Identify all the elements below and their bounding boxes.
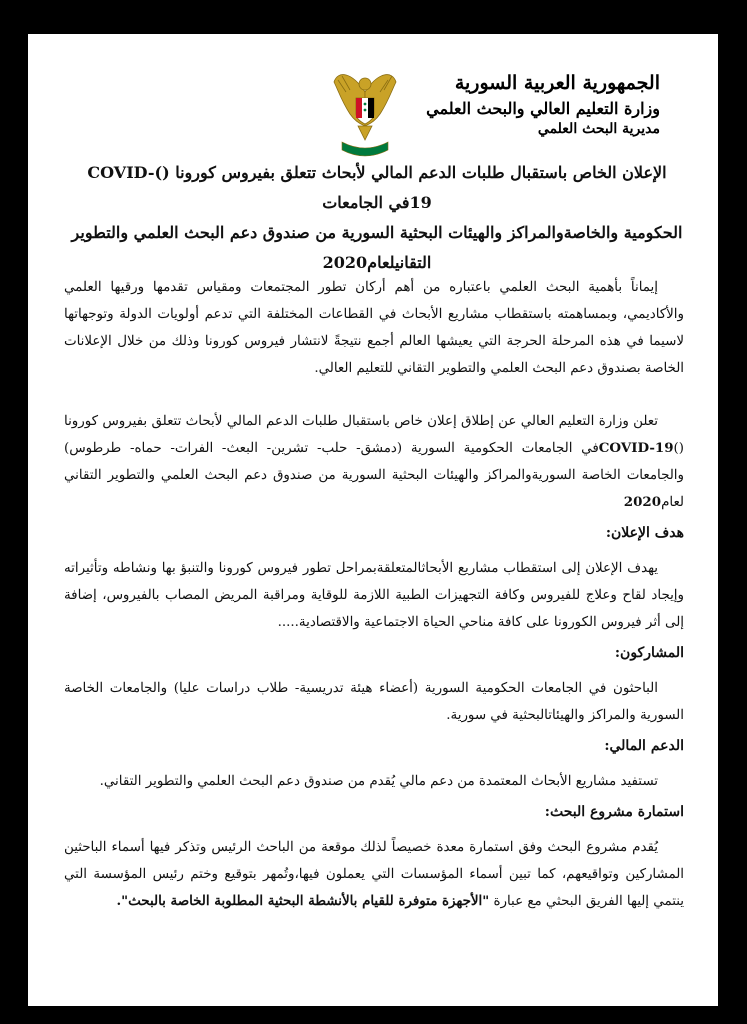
intro-paragraph-1: إيماناً بأهمية البحث العلمي باعتباره من أهم أركان تطور المجتمعات ومقياس تقدمها ورقيها العلمي والأكاديمي، وبمساهمته باستقطاب مشاريع الأبحاث في القطاعات المختلفة التي تدعم أولويات الدولة وتوجهاتها لاسيما في هذه المرحلة الحرجة التي يعيشها العالم أجمع نتيجةً لانتشار فيروس كورونا وذلك من خلال الإعلانات الخاصة بصندوق دعم البحث العلمي والتطوير التقاني للتعليم العالي. — [64, 280, 684, 376]
title-line-3: التقانيلعام2020 — [322, 253, 432, 272]
year-label: 2020 — [623, 494, 662, 510]
section-heading-goal: هدف الإعلان: — [605, 525, 684, 541]
intro-paragraph-2 — [64, 408, 684, 516]
announcement-body — [64, 274, 684, 915]
intro-paragraph-2-end: في الجامعات الحكومية السورية (دمشق- حلب- تشرين- البعث- الفرات- حماه- طرطوس) والجامعات الخاصة السوريةوالمراكز والهيئات البحثية السورية من صندوق دعم البحث العلمي والتطوير التقاني لعام — [64, 441, 684, 510]
section-text-participants: الباحثون في الجامعات الحكومية السورية (أعضاء هيئة تدريسية- طلاب دراسات عليا) والجامعات الخاصة السورية والمراكز والهيئاتالبحثية في سورية. — [64, 681, 684, 723]
section-text-goal: يهدف الإعلان إلى استقطاب مشاريع الأبحاثالمتعلقةبمراحل تطور فيروس كورونا والتنبؤ بها ونشاطه وتأثيراته وإيجاد لقاح وعلاج للفيروس وكافة التجهيزات الطبية اللازمة للوقاية ومراقبة المريض المصاب بالفيروس، إضافة إلى أثر فيروس الكورونا على كافة مناحي الحياة الاجتماعية والاقتصادية..... — [64, 561, 684, 630]
syrian-eagle-emblem-icon — [332, 62, 398, 162]
document-page — [28, 34, 718, 1006]
section-text-form-body: يُقدم مشروع البحث وفق استمارة معدة خصيصاً لذلك موقعة من الباحث الرئيس وتذكر فيها أسماء الباحثين المشاركين وتواقيعهم، كما تبين أسماء المؤسسات التي يعملون فيها،وتُمهر بتوقيع وختم رئيس المؤسسة التي ينتمي إليها الفريق البحثي مع عبارة — [64, 840, 684, 909]
section-text-form-quote: "الأجهزة متوفرة للقيام بالأنشطة البحثية المطلوبة الخاصة بالبحث". — [116, 893, 490, 909]
section-text-form — [64, 834, 684, 915]
ministry-name: وزارة التعليم العالي والبحث العلمي — [426, 98, 660, 118]
republic-name: الجمهورية العربية السورية — [454, 72, 660, 94]
directorate-name: مديرية البحث العلمي — [537, 120, 660, 137]
announcement-title — [68, 158, 686, 278]
title-line-1: الإعلان الخاص باستقبال طلبات الدعم المالي لأبحاث تتعلق بفيروس كورونا ()COVID- 19في الجامعات — [87, 163, 667, 212]
title-line-2: الحكومية والخاصةوالمراكز والهيئات البحثية السورية من صندوق دعم البحث العلمي والتطوير — [71, 223, 683, 242]
letterhead — [420, 72, 660, 138]
intro-paragraph-2-start: تعلن وزارة التعليم العالي عن إطلاق إعلان خاص باستقبال طلبات الدعم المالي لأبحاث تتعلق بفيروس كورونا () — [64, 414, 684, 456]
section-heading-form: استمارة مشروع البحث: — [544, 804, 684, 820]
covid-label: COVID-19 — [598, 440, 674, 456]
section-text-funding: تستفيد مشاريع الأبحاث المعتمدة من دعم مالي يُقدم من صندوق دعم البحث العلمي والتطوير التقاني. — [99, 774, 658, 789]
section-heading-participants: المشاركون: — [614, 645, 684, 661]
section-heading-funding: الدعم المالي: — [604, 738, 684, 754]
